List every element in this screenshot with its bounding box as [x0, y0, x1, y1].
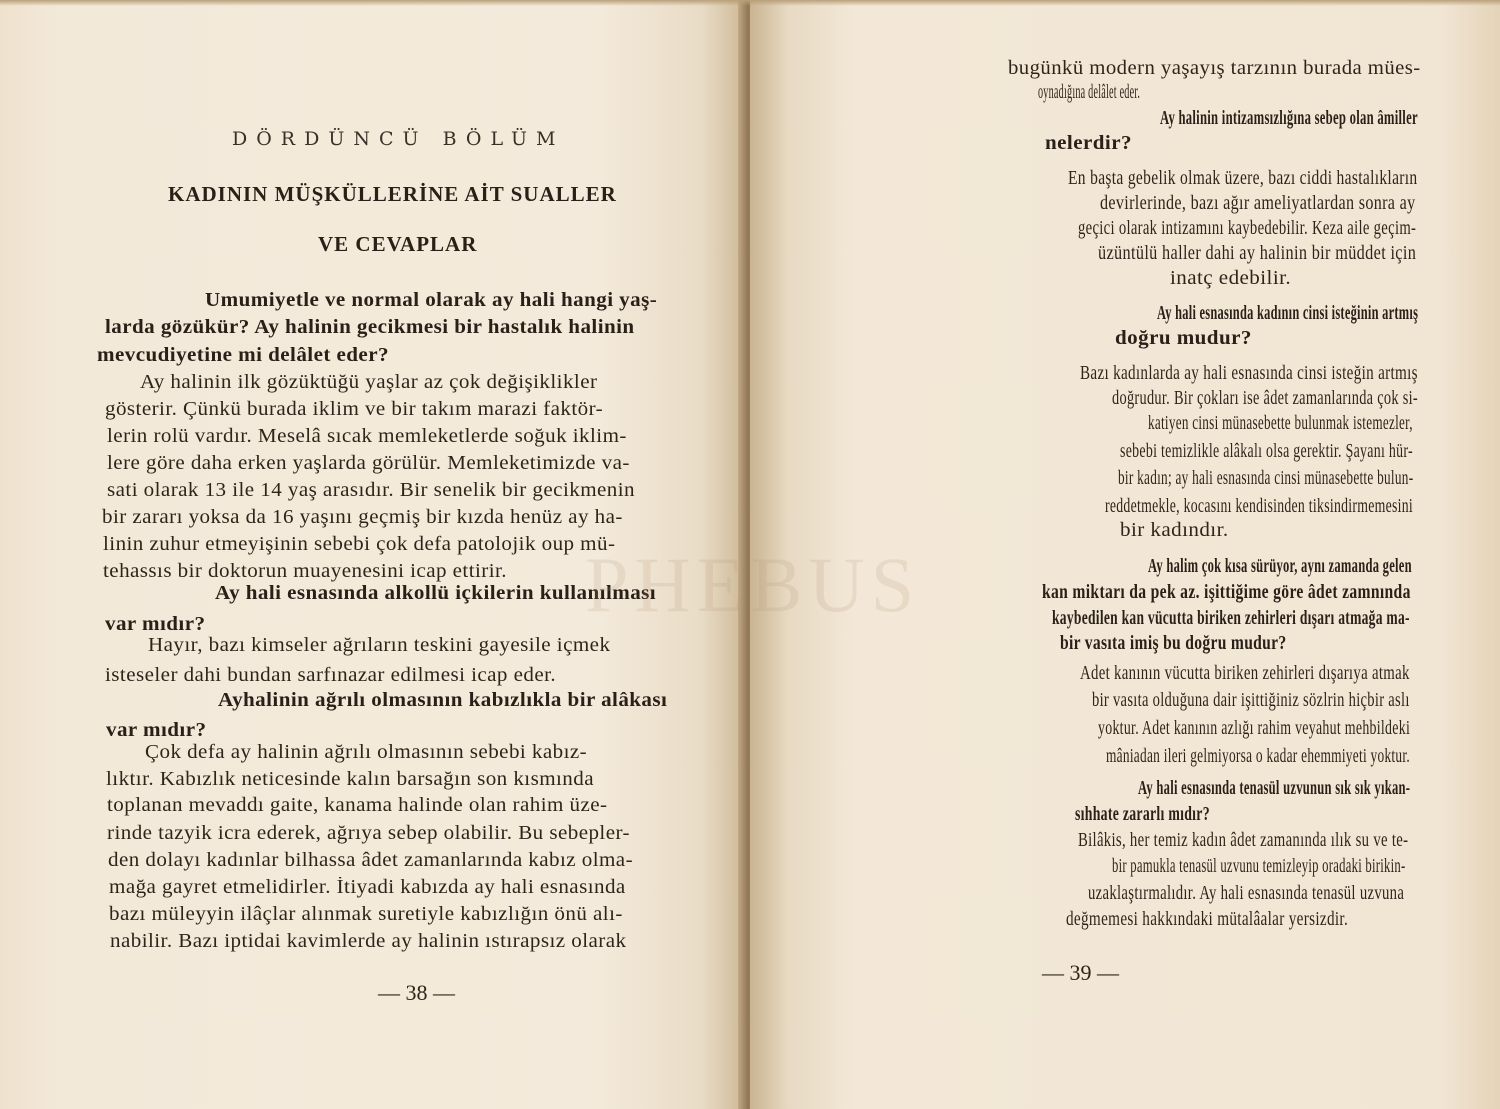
text-line-25: yoktur. Adet kanının azlığı rahim veyahut mehbildeki: [1098, 718, 1411, 739]
page-top-edge: [0, 0, 1500, 6]
text-line-13: doğrudur. Bir çokları ise âdet zamanlarında çok si-: [1112, 388, 1418, 409]
text-line-5: gösterir. Çünkü burada iklim ve bir takım marazi faktör-: [105, 399, 604, 420]
text-line-23: Adet kanının vücutta biriken zehirleri dışarıya atmak: [1080, 663, 1410, 684]
text-line-7: geçici olarak intizamını kaybedebilir. Keza aile geçim-: [1078, 218, 1417, 239]
text-line-20: toplanan mevaddı gaite, kanama halinde olan rahim üze-: [107, 795, 608, 816]
left-page: [0, 0, 746, 1109]
text-line-21: rinde tazyik icra ederek, ağrıya sebep olabilir. Bu sebepler-: [107, 823, 630, 844]
question-line-21: kaybedilen kan vücutta biriken zehirleri dışarı atmağa ma-: [1052, 608, 1410, 629]
question-line-1: Umumiyetle ve normal olarak ay hali hangi yaş-: [205, 290, 658, 311]
question-line-4: nelerdir?: [1045, 133, 1132, 154]
text-line-12: Bazı kadınlarda ay hali esnasında cinsi isteğin artmış: [1080, 363, 1418, 384]
question-line-19: Ay halim çok kısa sürüyor, aynı zamanda gelen: [1148, 556, 1412, 577]
text-line-18: bir kadındır.: [1120, 520, 1229, 541]
text-line-4: Ay halinin ilk gözüktüğü yaşlar az çok değişiklikler: [140, 372, 598, 393]
page-number-left: — 38 —: [378, 980, 455, 1005]
text-line-18: Çok defa ay halinin ağrılı olmasının sebebi kabız-: [145, 742, 588, 763]
question-line-11: doğru mudur?: [1115, 328, 1252, 349]
text-line-14: katiyen cinsi münasebette bulunmak istemezler,: [1148, 413, 1413, 434]
text-line-1: bugünkü modern yaşayış tarzının burada mües-: [1008, 58, 1421, 79]
question-line-28: sıhhate zararlı mıdır?: [1075, 804, 1210, 825]
text-line-32: değmemesi hakkındaki mütalâalar yersizdir.: [1066, 909, 1349, 930]
chapter-heading: DÖRDÜNCÜ BÖLÜM: [232, 128, 565, 150]
chapter-title-line-2: VE CEVAPLAR: [318, 232, 478, 256]
text-line-25: nabilir. Bazı iptidai kavimlerde ay halinin ıstırapsız olarak: [110, 931, 627, 952]
question-line-12: Ay hali esnasında alkollü içkilerin kullanılması: [215, 583, 657, 604]
text-line-9: bir zararı yoksa da 16 yaşını geçmiş bir kızda henüz ay ha-: [102, 507, 623, 528]
question-line-20: kan miktarı da pek az. işittiğime göre âdet zamnında: [1042, 582, 1411, 603]
text-line-26: mâniadan ileri gelmiyorsa o kadar ehemmiyeti yoktur.: [1106, 746, 1410, 767]
text-line-16: bir kadın; ay hali esnasında cinsi münasebette bulun-: [1118, 468, 1414, 489]
text-line-11: tehassıs bir doktorun muayenesini icap ettirir.: [103, 561, 507, 582]
text-line-8: sati olarak 13 ile 14 yaş arasıdır. Bir senelik bir gecikmenin: [107, 480, 636, 501]
question-line-10: Ay hali esnasında kadının cinsi isteğinin artmış: [1157, 303, 1419, 324]
text-line-29: Bilâkis, her temiz kadın âdet zamanında ılık su ve te-: [1078, 830, 1409, 851]
text-line-10: linin zuhur etmeyişinin sebebi çok defa patolojik oup mü-: [103, 534, 616, 555]
text-line-19: lıktır. Kabızlık neticesinde kalın barsağın son kısmında: [106, 769, 595, 790]
text-line-7: lere göre daha erken yaşlarda görülür. Memleketimizde va-: [107, 453, 630, 474]
question-line-2: larda gözükür? Ay halinin gecikmesi bir hastalık halinin: [105, 317, 635, 338]
page-number-right: — 39 —: [1042, 960, 1119, 985]
text-line-15: isteseler dahi bundan sarfınazar edilmesi icap eder.: [105, 665, 557, 686]
text-line-5: En başta gebelik olmak üzere, bazı ciddi hastalıkların: [1068, 168, 1418, 189]
question-line-3: mevcudiyetine mi delâlet eder?: [97, 345, 389, 366]
text-line-23: mağa gayret etmelidirler. İtiyadi kabızda ay hali esnasında: [109, 877, 626, 898]
text-line-14: Hayır, bazı kimseler ağrıların teskini gayesile içmek: [148, 635, 611, 656]
text-line-2: oynadığına delâlet eder.: [1038, 82, 1141, 103]
text-line-30: bir pamukla tenasül uzvunu temizleyip oradaki birikin-: [1112, 856, 1406, 877]
chapter-title-line-1: KADININ MÜŞKÜLLERİNE AİT SUALLER: [168, 182, 617, 206]
text-line-6: devirlerinde, bazı ağır ameliyatlardan sonra ay: [1100, 193, 1416, 214]
text-line-31: uzaklaştırmalıdır. Ay hali esnasında tenasül uzvuna: [1088, 883, 1405, 904]
question-line-3: Ay halinin intizamsızlığına sebep olan âmiller: [1160, 108, 1418, 129]
question-line-22: bir vasıta imiş bu doğru mudur?: [1060, 633, 1287, 654]
right-page: [750, 0, 1500, 1109]
text-line-24: bir vasıta olduğuna dair işittiğiniz sözlrin hiçbir aslı: [1092, 690, 1410, 711]
text-line-22: den dolayı kadınlar bilhassa âdet zamanlarında kabız olma-: [108, 850, 634, 871]
text-line-24: bazı müleyyin ilâçlar alınmak suretiyle kabızlığın önü alı-: [109, 904, 623, 925]
question-line-16: Ayhalinin ağrılı olmasının kabızlıkla bir alâkası: [218, 690, 668, 711]
text-line-8: üzüntülü haller dahi ay halinin bir müddet için: [1098, 243, 1417, 264]
text-line-17: reddetmekle, kocasını kendisinden tiksindirmemesini: [1105, 496, 1414, 517]
text-line-9: inatç edebilir.: [1170, 268, 1292, 289]
question-line-13: var mıdır?: [105, 614, 206, 635]
question-line-17: var mıdır?: [106, 720, 207, 741]
text-line-6: lerin rolü vardır. Meselâ sıcak memleketlerde soğuk iklim-: [107, 426, 627, 447]
question-line-27: Ay hali esnasında tenasül uzvunun sık sık yıkan-: [1138, 778, 1411, 799]
text-line-15: sebebi temizlikle alâkalı olsa gerektir. Şayanı hür-: [1120, 441, 1413, 462]
